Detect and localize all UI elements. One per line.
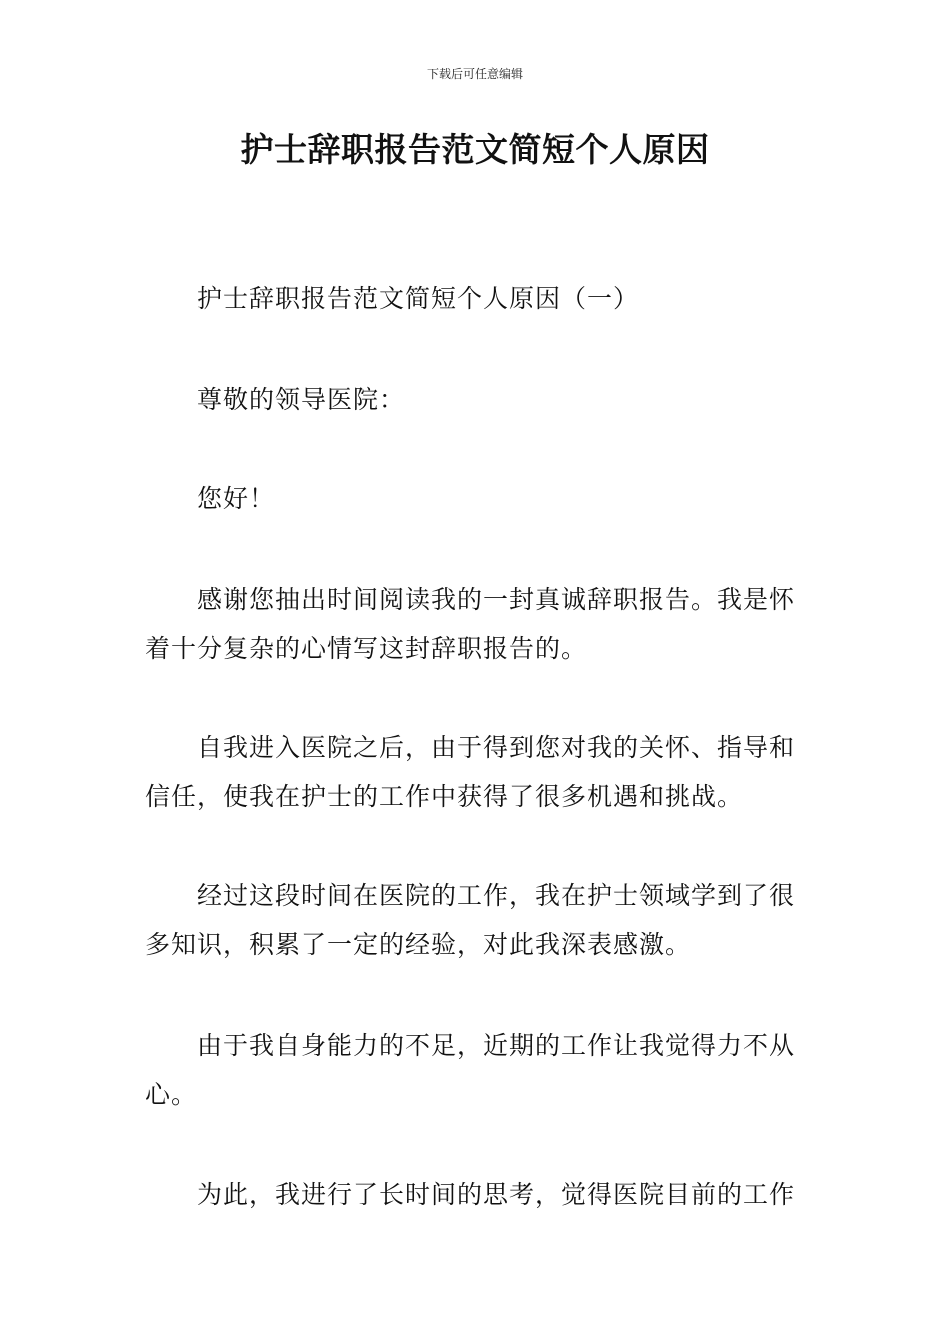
- paragraph-body-3: 经过这段时间在医院的工作，我在护士领域学到了很多知识，积累了一定的经验，对此我深表感激。: [145, 881, 796, 959]
- paragraph-body-4: 由于我自身能力的不足，近期的工作让我觉得力不从心。: [145, 1031, 796, 1109]
- paragraph-body-2: 自我进入医院之后，由于得到您对我的关怀、指导和信任，使我在护士的工作中获得了很多机遇和挑战。: [145, 733, 796, 811]
- document-title: 护士辞职报告范文简短个人原因: [240, 130, 710, 169]
- paragraph-salutation: 尊敬的领导医院：: [197, 385, 406, 414]
- paragraph-body-1: 感谢您抽出时间阅读我的一封真诚辞职报告。我是怀着十分复杂的心情写这封辞职报告的。: [145, 585, 796, 663]
- header-note: 下载后可任意编辑: [426, 67, 523, 81]
- paragraph-body-5: 为此，我进行了长时间的思考，觉得医院目前的工作: [197, 1180, 796, 1209]
- paragraph-greeting: 您好！: [197, 484, 276, 513]
- paragraph-subtitle: 护士辞职报告范文简短个人原因（一）: [197, 284, 640, 313]
